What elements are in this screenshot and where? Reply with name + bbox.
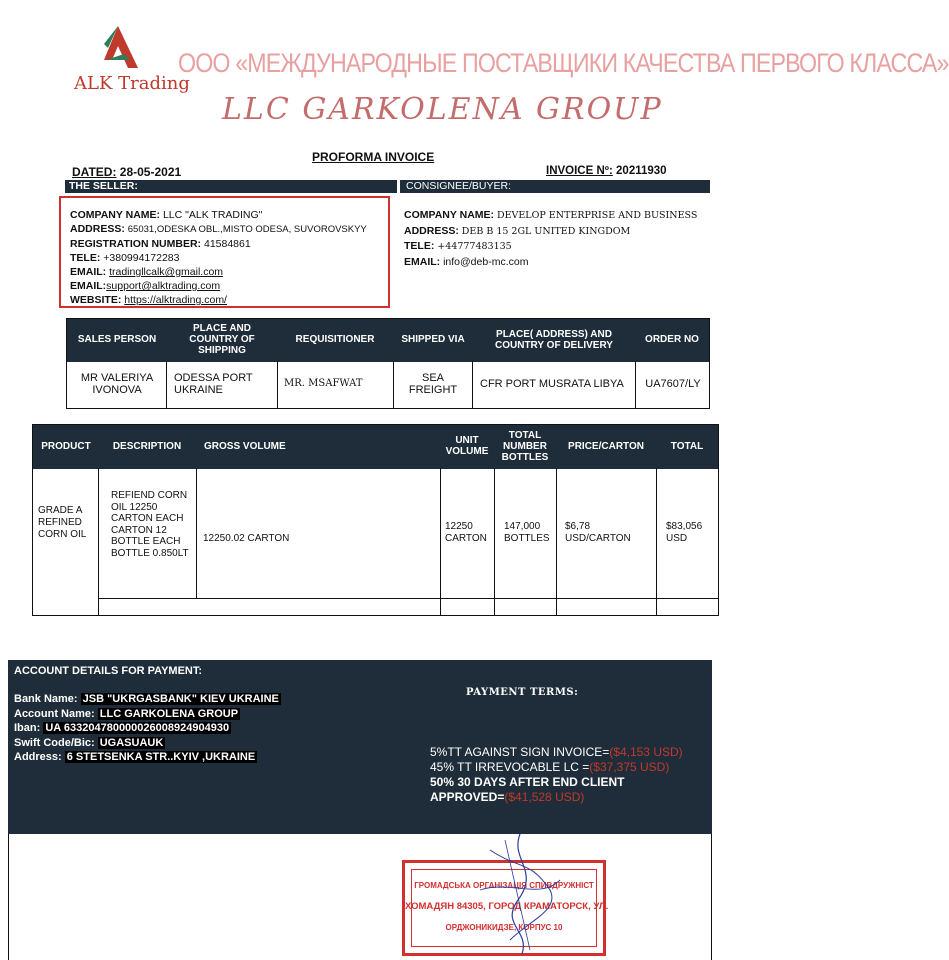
product-cell-total-bottles: 147,000 BOTTLES (504, 521, 550, 544)
seller-reg-label: REGISTRATION NUMBER: (70, 238, 202, 250)
stamp-line2: ХОМАДЯН 84305, ГОРОД КРАМАТОРСК, УЛ. (405, 901, 609, 912)
buyer-tele-label: TELE: (404, 240, 435, 252)
buyer-address-value: DEB B 15 2GL UNITED KINGDOM (461, 225, 631, 237)
product-cell-total: $83,056 USD (666, 521, 703, 544)
bank-label: Bank Name: (14, 693, 78, 705)
product-header-total-bottles: TOTAL NUMBER BOTTLES (501, 429, 549, 463)
seller-email2-label: EMAIL: (70, 280, 107, 292)
signature-area (8, 834, 712, 960)
iban-label: Iban: (14, 722, 41, 734)
iban-value: UA 633204780000026008924904930 (45, 722, 230, 734)
product-header-unit-volume: UNIT VOLUME (445, 435, 489, 457)
seller-tele-label: TELE: (70, 252, 101, 264)
payment-line4-text: APPROVED= (430, 790, 505, 804)
logo-text: ALK Trading (74, 73, 190, 94)
product-header-price: PRICE/CARTON (568, 440, 644, 452)
shipping-cell-requisitioner: MR. MSAFWAT (284, 378, 363, 389)
payment-terms (430, 745, 683, 805)
seller-details (70, 208, 367, 307)
seller-address-value: 65031,ODESKA OBL.,MISTO ODESA, SUVOROVSKYY (127, 224, 367, 235)
alk-logo-icon (78, 22, 168, 72)
payment-line2-text: 45% TT IRREVOCABLE LC = (430, 760, 590, 774)
payment-line4-amount: ($41,528 USD) (504, 790, 585, 804)
seller-company-label: COMPANY NAME: (70, 209, 161, 221)
shipping-header-place: PLACE AND COUNTRY OF SHIPPING (189, 323, 255, 356)
account-name-value: LLC GARKOLENA GROUP (99, 707, 239, 720)
seller-tele-value: +380994172283 (103, 252, 180, 264)
seller-email2-link[interactable]: support@alktrading.com (106, 280, 221, 292)
payment-line3-text: 50% 30 DAYS AFTER END CLIENT (430, 775, 625, 789)
bank-value: JSB "UKRGASBANK" KIEV UKRAINE (82, 693, 279, 705)
invoice-label: INVOICE Nº: (546, 165, 613, 177)
shipping-header-requisitioner: REQUISITIONER (295, 334, 375, 345)
swift-value: UGASUAUK (99, 736, 164, 749)
account-details (14, 692, 281, 765)
account-name-label: Account Name: (14, 707, 95, 720)
product-header-product: PRODUCT (41, 440, 91, 452)
stamp-line3: ОРДЖОНИКИДЗЕ, КОРПУС 10 (445, 923, 563, 932)
seller-company-value: LLC "ALK TRADING" (162, 209, 263, 221)
buyer-company-value: DEVELOP ENTERPRISE AND BUSINESS (496, 210, 698, 221)
seller-website-link[interactable]: https://alktrading.com/ (124, 294, 227, 306)
company-title-ru: ООО «МЕЖДУНАРОДНЫЕ ПОСТАВЩИКИ КАЧЕСТВА ПЕРВОГО КЛАССА» (178, 48, 949, 78)
dated-value: 28-05-2021 (119, 165, 182, 179)
dated (72, 165, 181, 179)
seller-heading: THE SELLER: (65, 180, 397, 193)
payment-line2-amount: ($37,375 USD) (589, 760, 670, 774)
product-cell-unit-volume: 12250 CARTON (445, 521, 487, 544)
seller-reg-value: 41584861 (203, 238, 251, 250)
payment-line1-text: 5%TT AGAINST SIGN INVOICE= (430, 745, 610, 759)
seller-address-label: ADDRESS: (70, 223, 125, 235)
swift-label: Swift Code/Bic: (14, 736, 95, 749)
buyer-email-label: EMAIL: (404, 255, 441, 268)
product-cell-gross-volume: 12250.02 CARTON (203, 533, 290, 544)
shipping-cell-place: ODESSA PORT UKRAINE (174, 372, 253, 396)
buyer-heading: CONSIGNEE/BUYER: (400, 180, 710, 193)
buyer-tele-value: +44777483135 (437, 241, 512, 252)
shipping-cell-delivery: CFR PORT MUSRATA LIBYA (480, 378, 624, 390)
seller-website-label: WEBSITE: (70, 294, 122, 306)
product-cell-product: GRADE A REFINED CORN OIL (38, 505, 87, 540)
product-header-gross-volume: GROSS VOLUME (204, 440, 286, 452)
shipping-header-order-no: ORDER NO (645, 334, 699, 345)
shipping-header-sales: SALES PERSON (77, 334, 157, 345)
buyer-company-label: COMPANY NAME: (404, 209, 495, 221)
shipping-cell-sales: MR VALERIYA IVONOVA (80, 372, 154, 396)
company-title-en: LLC GARKOLENA GROUP (222, 92, 663, 127)
product-cell-description: REFIEND CORN OIL 12250 CARTON EACH CARTON 12 BOTTLE EACH BOTTLE 0.850LT (111, 490, 189, 559)
shipping-cell-shipped-via: SEA FREIGHT (408, 372, 458, 396)
shipping-cell-order-no: UA7607/LY (645, 378, 701, 390)
payment-line1-amount: ($4,153 USD) (609, 745, 683, 759)
address-value: 6 STETSENKA STR..KYIV ,UKRAINE (66, 751, 256, 763)
invoice-value: 20211930 (616, 165, 667, 177)
buyer-email-link[interactable]: info@deb-mc.com (443, 255, 529, 268)
buyer-details (404, 208, 697, 269)
alk-logo (74, 22, 190, 102)
document-title: PROFORMA INVOICE (312, 150, 435, 164)
seller-email1-link[interactable]: tradingllcalk@gmail.com (109, 266, 224, 278)
stamp-line1: ГРОМАДСЬКА ОРГАНІЗАЦІЯ СПИВДРУЖНІСТ (414, 881, 594, 890)
shipping-header-delivery: PLACE( ADDRESS) AND COUNTRY OF DELIVERY (495, 328, 613, 351)
seller-email1-label: EMAIL: (70, 266, 107, 278)
account-heading: ACCOUNT DETAILS FOR PAYMENT: (14, 665, 203, 677)
shipping-header-shipped-via: SHIPPED VIA (401, 334, 465, 345)
invoice-number (546, 165, 667, 177)
product-header-description: DESCRIPTION (112, 440, 182, 452)
signature-scribble (460, 830, 580, 960)
address-label: Address: (14, 751, 62, 763)
dated-label: DATED: (72, 165, 117, 179)
product-cell-price: $6,78 USD/CARTON (565, 521, 631, 544)
product-header-total: TOTAL (670, 440, 704, 452)
buyer-address-label: ADDRESS: (404, 224, 459, 237)
payment-terms-heading: PAYMENT TERMS: (466, 687, 579, 698)
